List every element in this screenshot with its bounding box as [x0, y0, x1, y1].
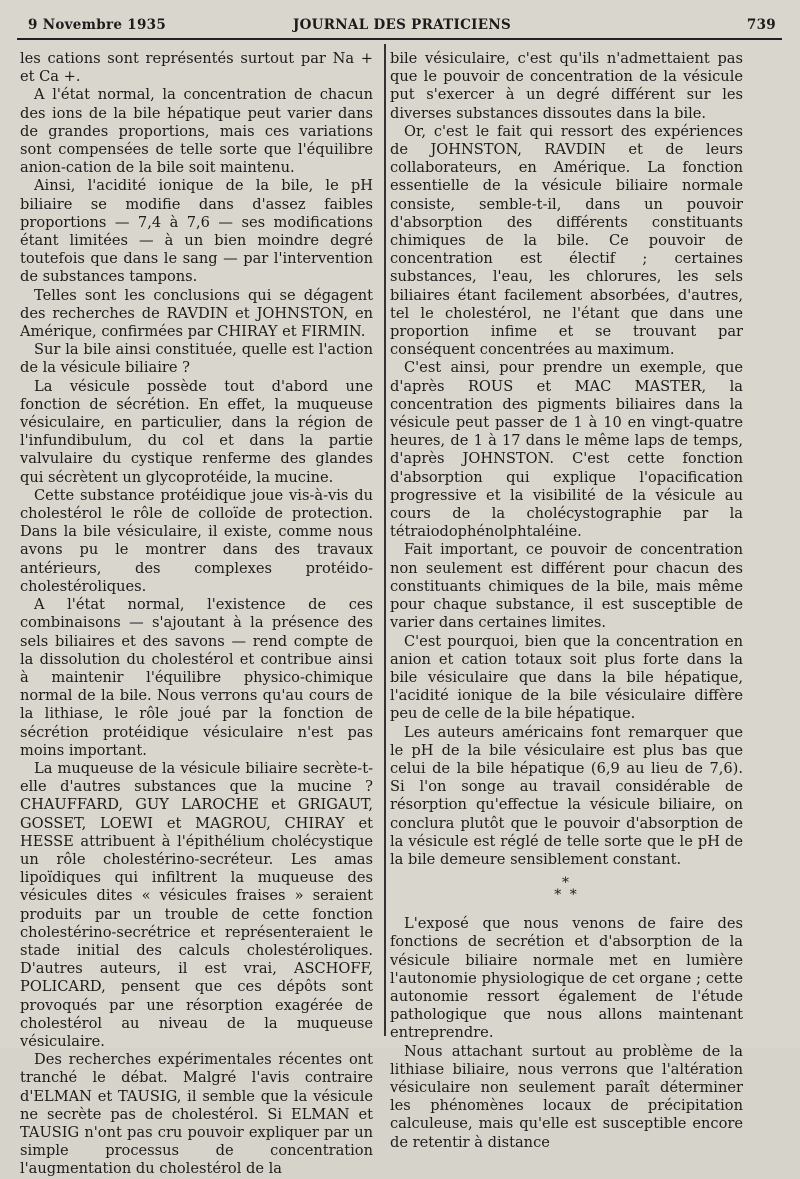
paragraph: Les auteurs américains font remarquer que le pH de la bile vésiculaire est plus bas que celui de la bile hépatique (6,9 au lieu de 7,6). Si l'on songe au travail considérable de résorption qu'effectue la vésicule biliaire, on conclura plutôt que le pouvoir d'absorption de la vésicule est réglé de telle sorte que le pH de la bile demeure sensiblement constant.: [390, 723, 743, 868]
paragraph: Nous attachant surtout au problème de la lithiase biliaire, nous verrons que l'altération vésiculaire non seulement paraît déterminer les phénomènes locaux de précipitation calculeuse, mais qu'elle est susceptible encore de retentir à distance: [390, 1042, 743, 1151]
paragraph: les cations sont représentés surtout par Na + et Ca +.: [20, 50, 373, 86]
issue-date: 9 Novembre 1935: [28, 17, 167, 33]
paragraph: Des recherches expérimentales récentes ont tranché le débat. Malgré l'avis contraire d'ELMAN et TAUSIG, il semble que la vésicule ne secrète pas de cholestérol. Si ELMAN et TAUSIG n'ont pas cru pouvoir expliquer par un simple processus de concentration l'augmentation du cholestérol de la: [20, 1051, 373, 1178]
section-separator: * * *: [554, 875, 579, 904]
running-header: [28, 17, 776, 37]
left-column: [20, 50, 373, 1179]
header-rule: [17, 38, 782, 40]
paragraph: Telles sont les conclusions qui se dégagent des recherches de RAVDIN et JOHNSTON, en Amérique, confirmées par CHIRAY et FIRMIN.: [20, 286, 373, 341]
paragraph: Fait important, ce pouvoir de concentration non seulement est différent pour chacun des constituants chimiques de la bile, mais même pour chaque substance, il est susceptible de varier dans certaines limites.: [390, 541, 743, 632]
journal-title: JOURNAL DES PRATICIENS: [292, 17, 512, 33]
paragraph: L'exposé que nous venons de faire des fonctions de secrétion et d'absorption de la vésicule biliaire normale met en lumière l'autonomie physiologique de cet organe ; cette autonomie ressort également de l'étude pathologique que nous allons maintenant entreprendre.: [390, 915, 743, 1042]
paragraph: bile vésiculaire, c'est qu'ils n'admettaient pas que le pouvoir de concentration de la vésicule put s'exercer à un degré différent sur les diverses substances dissoutes dans la bile.: [390, 50, 743, 122]
paragraph: A l'état normal, la concentration de chacun des ions de la bile hépatique peut varier dans de grandes proportions, mais ces variations sont compensées de telle sorte que l'équilibre anion-cation de la bile soit maintenu.: [20, 86, 373, 177]
paragraph: La muqueuse de la vésicule biliaire secrète-t-elle d'autres substances que la mucine ? CHAUFFARD, GUY LAROCHE et GRIGAUT, GOSSET, LOEWI et MAGROU, CHIRAY et HESSE attribuent à l'épithélium cholécystique un rôle cholestérino-secréteur. Les amas lipoïdiques qui infiltrent la muqueuse des vésicules dites « vésicules fraises » seraient produits par un trouble de cette fonction cholestérino-secrétrice et représenteraient le stade initial des calculs cholestéroliques. D'autres auteurs, il est vrai, ASCHOFF, POLICARD, pensent que ces dépôts sont provoqués par une résorption exagérée de cholestérol au niveau de la muqueuse vésiculaire.: [20, 759, 373, 1050]
paragraph: Ainsi, l'acidité ionique de la bile, le pH biliaire se modifie dans d'assez faibles proportions — 7,4 à 7,6 — ses modifications étant limitées — à un bien moindre degré toutefois que dans le sang — par l'intervention de substances tampons.: [20, 177, 373, 286]
paragraph: Sur la bile ainsi constituée, quelle est l'action de la vésicule biliaire ?: [20, 341, 373, 377]
paragraph: A l'état normal, l'existence de ces combinaisons — s'ajoutant à la présence des sels biliaires et des savons — rend compte de la dissolution du cholestérol et contribue ainsi à maintenir l'équilibre physico-chimique normal de la bile. Nous verrons qu'au cours de la lithiase, le rôle joué par la fonction de sécrétion protéidique vésiculaire n'est pas moins important.: [20, 596, 373, 759]
paragraph: C'est pourquoi, bien que la concentration en anion et cation totaux soit plus forte dans la bile vésiculaire que dans la bile hépatique, l'acidité ionique de la bile vésiculaire diffère peu de celle de la bile hépatique.: [390, 632, 743, 723]
paragraph: Cette substance protéidique joue vis-à-vis du cholestérol le rôle de colloïde de protection. Dans la bile vésiculaire, il existe, comme nous avons pu le montrer dans des travaux antérieurs, des complexes protéido-cholestéroliques.: [20, 486, 373, 595]
column-divider: [384, 44, 386, 1036]
page-number: 739: [746, 17, 776, 33]
paragraph: La vésicule possède tout d'abord une fonction de sécrétion. En effet, la muqueuse vésiculaire, en particulier, dans la région de l'infundibulum, du col et dans la partie valvulaire du cystique renferme des glandes qui sécrètent un glycoprotéide, la mucine.: [20, 377, 373, 486]
paragraph: C'est ainsi, pour prendre un exemple, que d'après ROUS et MAC MASTER, la concentration des pigments biliaires dans la vésicule peut passer de 1 à 10 en vingt-quatre heures, de 1 à 17 dans le même laps de temps, d'après JOHNSTON. C'est cette fonction d'absorption qui explique l'opacification progressive et la visibilité de la vésicule au cours de la cholécystographie par la tétraiodophénolphtaléine.: [390, 359, 743, 541]
right-column: [390, 50, 743, 1152]
paragraph: Or, c'est le fait qui ressort des expériences de JOHNSTON, RAVDIN et de leurs collaborateurs, en Amérique. La fonction essentielle de la vésicule biliaire normale consiste, semble-t-il, dans un pouvoir d'absorption des différents constituants chimiques de la bile. Ce pouvoir de concentration est électif ; certaines substances, l'eau, les chlorures, les sels biliaires étant facilement absorbées, d'autres, tel le cholestérol, ne l'étant que dans une proportion infime et se trouvant par conséquent concentrées au maximum.: [390, 122, 743, 359]
